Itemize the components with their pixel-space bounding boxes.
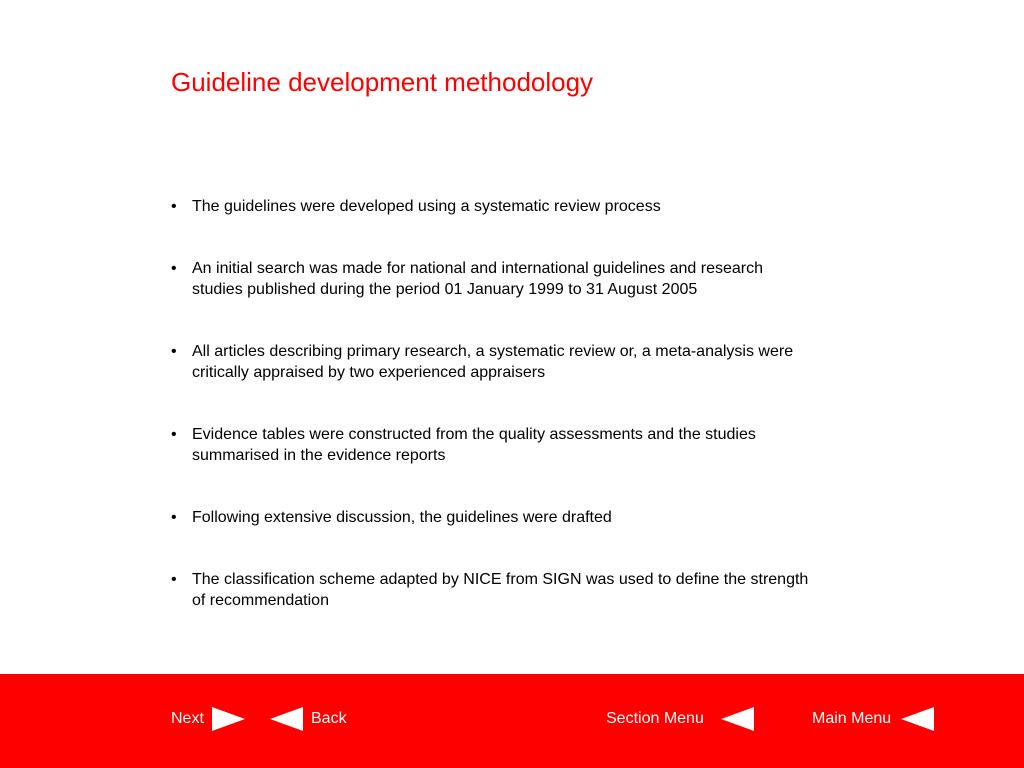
list-item — [171, 341, 811, 383]
list-item — [171, 424, 811, 466]
bullet-list — [171, 196, 811, 652]
bullet-icon: • — [171, 260, 177, 277]
bullet-icon: • — [171, 426, 177, 443]
back-label: Back — [311, 710, 347, 727]
page-title: Guideline development methodology — [171, 67, 594, 97]
bullet-icon: • — [171, 509, 177, 526]
next-label: Next — [171, 710, 204, 727]
bullet-text: All articles describing primary research, a systematic review or, a meta-analysis were critically appraised by two experienced appraisers — [192, 343, 794, 381]
back-button[interactable] — [270, 704, 347, 734]
bullet-icon: • — [171, 198, 177, 215]
footer-nav-bar — [0, 674, 1024, 768]
list-item — [171, 258, 811, 300]
bullet-text: Evidence tables were constructed from the quality assessments and the studies summarised in the evidence reports — [192, 426, 756, 464]
bullet-text: The guidelines were developed using a systematic review process — [192, 198, 661, 215]
section-menu-label: Section Menu — [606, 710, 704, 727]
main-menu-label: Main Menu — [812, 710, 892, 727]
list-item — [171, 569, 811, 611]
bullet-text: The classification scheme adapted by NICE from SIGN was used to define the strength of recommendation — [192, 571, 809, 609]
main-menu-button[interactable] — [812, 704, 934, 734]
next-button[interactable] — [171, 704, 245, 734]
bullet-icon: • — [171, 571, 177, 588]
bullet-text: Following extensive discussion, the guidelines were drafted — [192, 509, 612, 526]
bullet-text: An initial search was made for national and international guidelines and research studies published during the period 01 January 1999 to 31 August 2005 — [192, 260, 764, 298]
arrow-left-icon — [901, 707, 934, 731]
bullet-icon: • — [171, 343, 177, 360]
arrow-right-icon — [212, 707, 245, 731]
arrow-left-icon — [270, 707, 303, 731]
section-menu-button[interactable] — [606, 704, 754, 734]
list-item — [171, 507, 811, 528]
arrow-left-icon — [721, 707, 754, 731]
list-item — [171, 196, 811, 217]
